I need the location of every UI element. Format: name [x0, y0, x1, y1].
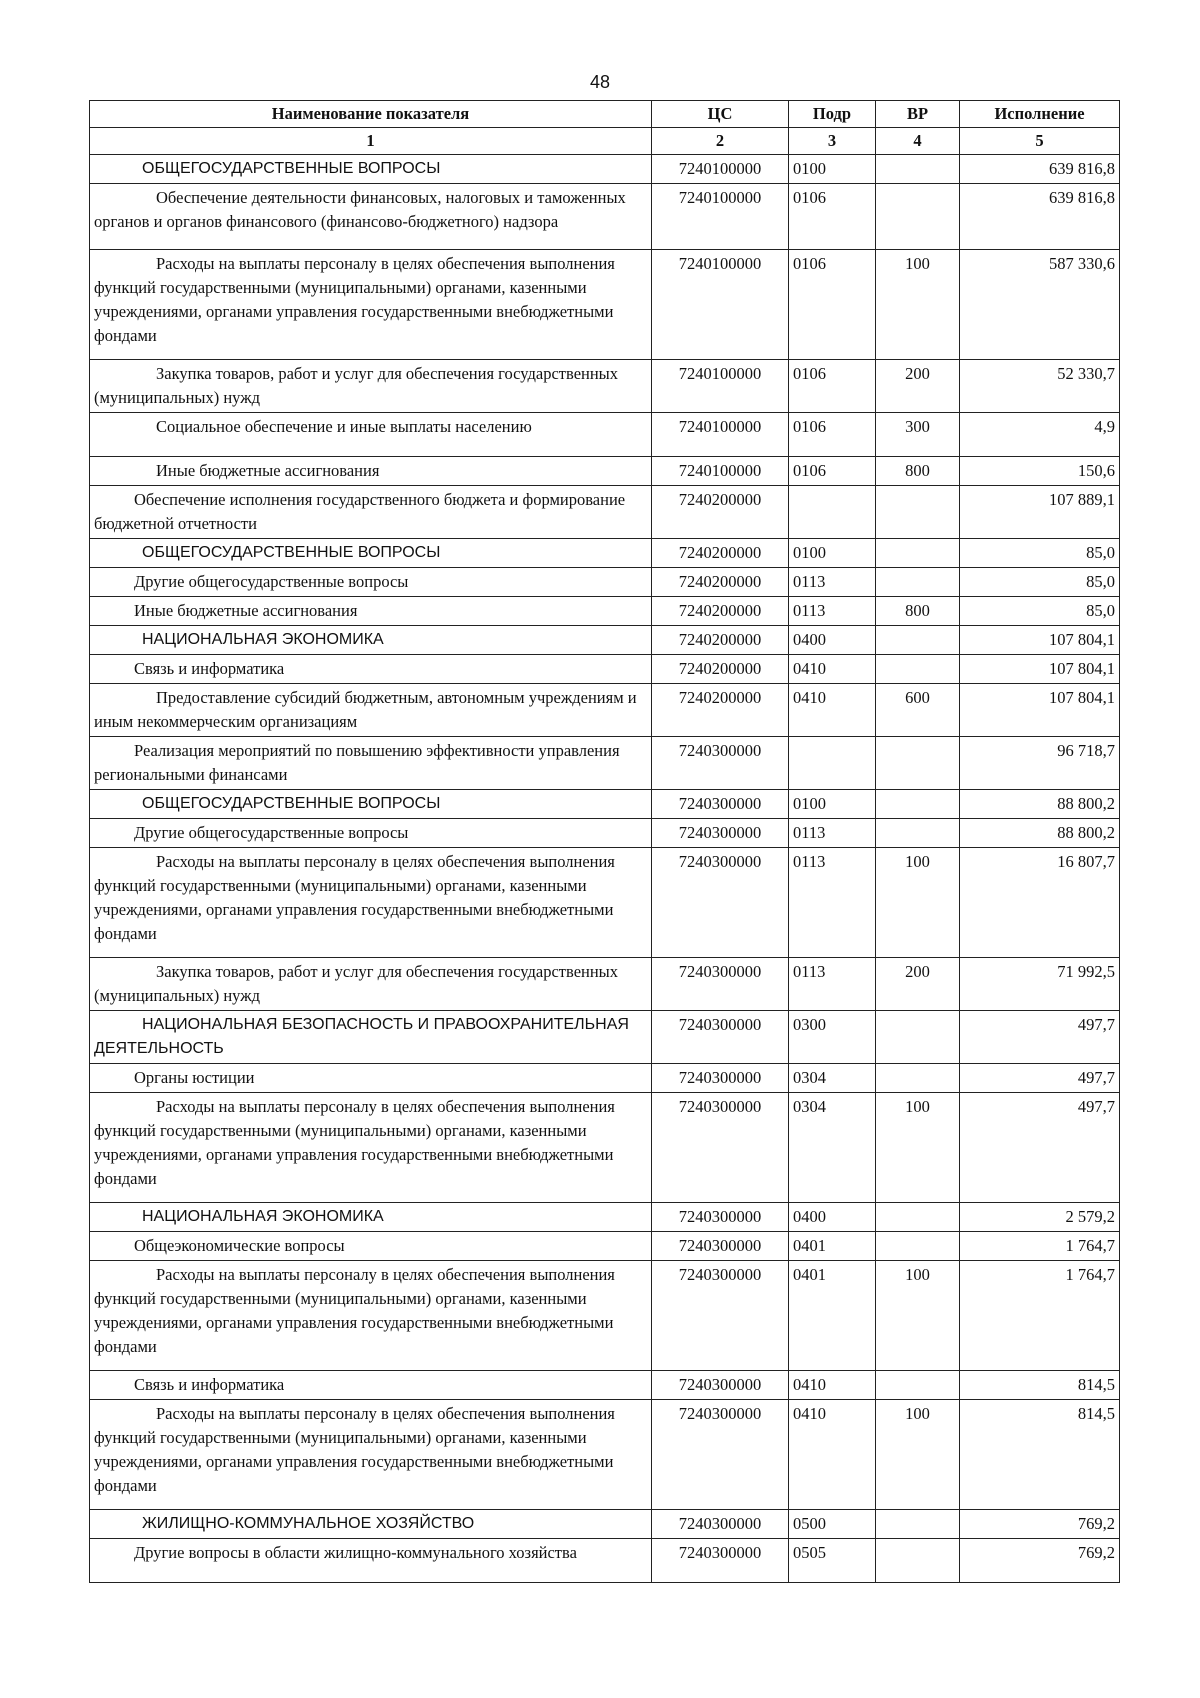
row-subsection: 0100	[789, 539, 876, 568]
table-row	[90, 250, 1120, 360]
row-subsection: 0400	[789, 1203, 876, 1232]
row-subsection: 0304	[789, 1093, 876, 1203]
row-vr	[876, 790, 960, 819]
header-subsection: Подр	[789, 101, 876, 128]
page-number: 48	[589, 72, 611, 92]
table-row	[90, 737, 1120, 790]
row-vr: 200	[876, 360, 960, 413]
row-subsection: 0410	[789, 1400, 876, 1510]
row-execution: 107 804,1	[960, 684, 1120, 737]
row-subsection	[789, 737, 876, 790]
row-cs: 7240300000	[652, 1261, 789, 1371]
row-name: ОБЩЕГОСУДАРСТВЕННЫЕ ВОПРОСЫ	[90, 155, 652, 184]
table-row	[90, 1400, 1120, 1510]
row-execution: 4,9	[960, 413, 1120, 457]
row-subsection: 0113	[789, 568, 876, 597]
row-execution: 639 816,8	[960, 184, 1120, 250]
row-vr: 600	[876, 684, 960, 737]
row-cs: 7240300000	[652, 1400, 789, 1510]
row-vr: 800	[876, 597, 960, 626]
row-name: Закупка товаров, работ и услуг для обеспечения государственных (муниципальных) нужд	[90, 958, 652, 1011]
colnum-5: 5	[960, 128, 1120, 155]
row-name: Предоставление субсидий бюджетным, автономным учреждениям и иным некоммерческим организациям	[90, 684, 652, 737]
row-subsection: 0410	[789, 1371, 876, 1400]
row-name: Расходы на выплаты персоналу в целях обеспечения выполнения функций государственными (муниципальными) органами, казенными учреждениями, органами управления государственными внебюджетными фондами	[90, 1261, 652, 1371]
row-name: НАЦИОНАЛЬНАЯ ЭКОНОМИКА	[90, 1203, 652, 1232]
row-vr	[876, 1371, 960, 1400]
row-name: Расходы на выплаты персоналу в целях обеспечения выполнения функций государственными (муниципальными) органами, казенными учреждениями, органами управления государственными внебюджетными фондами	[90, 250, 652, 360]
row-vr: 100	[876, 250, 960, 360]
row-cs: 7240100000	[652, 457, 789, 486]
row-vr	[876, 539, 960, 568]
row-cs: 7240200000	[652, 486, 789, 539]
row-execution: 814,5	[960, 1400, 1120, 1510]
row-vr	[876, 1232, 960, 1261]
table-row	[90, 684, 1120, 737]
row-execution: 639 816,8	[960, 155, 1120, 184]
table-row	[90, 655, 1120, 684]
row-cs: 7240100000	[652, 250, 789, 360]
row-subsection: 0304	[789, 1064, 876, 1093]
row-subsection: 0400	[789, 626, 876, 655]
table-row	[90, 155, 1120, 184]
row-subsection: 0401	[789, 1261, 876, 1371]
table-row	[90, 819, 1120, 848]
row-cs: 7240300000	[652, 790, 789, 819]
row-vr	[876, 737, 960, 790]
colnum-1: 1	[90, 128, 652, 155]
row-name: ОБЩЕГОСУДАРСТВЕННЫЕ ВОПРОСЫ	[90, 539, 652, 568]
row-name: Другие вопросы в области жилищно-коммунального хозяйства	[90, 1539, 652, 1583]
table-row	[90, 1093, 1120, 1203]
table-row	[90, 790, 1120, 819]
row-name: Общеэкономические вопросы	[90, 1232, 652, 1261]
row-execution: 814,5	[960, 1371, 1120, 1400]
row-name: Органы юстиции	[90, 1064, 652, 1093]
column-number-row	[90, 128, 1120, 155]
row-vr	[876, 568, 960, 597]
row-execution: 107 804,1	[960, 655, 1120, 684]
row-subsection: 0300	[789, 1011, 876, 1064]
row-subsection: 0500	[789, 1510, 876, 1539]
row-cs: 7240200000	[652, 568, 789, 597]
row-subsection: 0106	[789, 413, 876, 457]
row-execution: 587 330,6	[960, 250, 1120, 360]
row-vr	[876, 655, 960, 684]
row-execution: 85,0	[960, 539, 1120, 568]
row-subsection: 0113	[789, 958, 876, 1011]
row-execution: 16 807,7	[960, 848, 1120, 958]
row-execution: 769,2	[960, 1539, 1120, 1583]
row-cs: 7240200000	[652, 597, 789, 626]
row-subsection: 0113	[789, 597, 876, 626]
row-vr	[876, 626, 960, 655]
header-vr: ВР	[876, 101, 960, 128]
table-row	[90, 626, 1120, 655]
row-cs: 7240200000	[652, 626, 789, 655]
budget-execution-table	[89, 100, 1120, 1583]
table-row	[90, 958, 1120, 1011]
row-name: Иные бюджетные ассигнования	[90, 597, 652, 626]
table-body	[90, 155, 1120, 1583]
table-row	[90, 360, 1120, 413]
row-cs: 7240300000	[652, 1064, 789, 1093]
row-vr: 100	[876, 848, 960, 958]
row-subsection: 0106	[789, 184, 876, 250]
row-execution: 497,7	[960, 1011, 1120, 1064]
row-subsection: 0106	[789, 360, 876, 413]
table-row	[90, 457, 1120, 486]
table-row	[90, 1203, 1120, 1232]
colnum-3: 3	[789, 128, 876, 155]
row-name: Связь и информатика	[90, 1371, 652, 1400]
row-cs: 7240100000	[652, 155, 789, 184]
row-cs: 7240300000	[652, 1203, 789, 1232]
row-subsection: 0106	[789, 457, 876, 486]
row-execution: 150,6	[960, 457, 1120, 486]
row-subsection	[789, 486, 876, 539]
table-row	[90, 1510, 1120, 1539]
table-row	[90, 1011, 1120, 1064]
header-execution: Исполнение	[960, 101, 1120, 128]
row-name: Социальное обеспечение и иные выплаты населению	[90, 413, 652, 457]
row-name: НАЦИОНАЛЬНАЯ ЭКОНОМИКА	[90, 626, 652, 655]
row-name: Закупка товаров, работ и услуг для обеспечения государственных (муниципальных) нужд	[90, 360, 652, 413]
row-vr: 800	[876, 457, 960, 486]
row-subsection: 0106	[789, 250, 876, 360]
row-subsection: 0113	[789, 848, 876, 958]
row-vr	[876, 184, 960, 250]
table-row	[90, 1371, 1120, 1400]
row-execution: 52 330,7	[960, 360, 1120, 413]
row-cs: 7240300000	[652, 1539, 789, 1583]
row-subsection: 0100	[789, 790, 876, 819]
row-execution: 71 992,5	[960, 958, 1120, 1011]
row-subsection: 0113	[789, 819, 876, 848]
row-name: Расходы на выплаты персоналу в целях обеспечения выполнения функций государственными (муниципальными) органами, казенными учреждениями, органами управления государственными внебюджетными фондами	[90, 1400, 652, 1510]
table-row	[90, 539, 1120, 568]
row-vr: 200	[876, 958, 960, 1011]
colnum-4: 4	[876, 128, 960, 155]
row-execution: 88 800,2	[960, 819, 1120, 848]
header-cs: ЦС	[652, 101, 789, 128]
row-cs: 7240300000	[652, 1232, 789, 1261]
row-cs: 7240100000	[652, 184, 789, 250]
row-name: Реализация мероприятий по повышению эффективности управления региональными финансами	[90, 737, 652, 790]
row-cs: 7240300000	[652, 848, 789, 958]
row-cs: 7240300000	[652, 1093, 789, 1203]
row-vr: 100	[876, 1093, 960, 1203]
row-execution: 1 764,7	[960, 1232, 1120, 1261]
row-name: ЖИЛИЩНО-КОММУНАЛЬНОЕ ХОЗЯЙСТВО	[90, 1510, 652, 1539]
row-name: Обеспечение деятельности финансовых, налоговых и таможенных органов и органов финансового (финансово-бюджетного) надзора	[90, 184, 652, 250]
table-row	[90, 486, 1120, 539]
table-row	[90, 184, 1120, 250]
row-cs: 7240300000	[652, 819, 789, 848]
row-vr	[876, 1203, 960, 1232]
row-subsection: 0410	[789, 655, 876, 684]
row-name: Другие общегосударственные вопросы	[90, 819, 652, 848]
row-cs: 7240100000	[652, 413, 789, 457]
row-execution: 107 889,1	[960, 486, 1120, 539]
table-row	[90, 1261, 1120, 1371]
row-execution: 107 804,1	[960, 626, 1120, 655]
row-name: НАЦИОНАЛЬНАЯ БЕЗОПАСНОСТЬ И ПРАВООХРАНИТЕЛЬНАЯ ДЕЯТЕЛЬНОСТЬ	[90, 1011, 652, 1064]
row-execution: 497,7	[960, 1093, 1120, 1203]
row-vr	[876, 1510, 960, 1539]
row-name: Расходы на выплаты персоналу в целях обеспечения выполнения функций государственными (муниципальными) органами, казенными учреждениями, органами управления государственными внебюджетными фондами	[90, 848, 652, 958]
row-vr: 100	[876, 1261, 960, 1371]
row-name: ОБЩЕГОСУДАРСТВЕННЫЕ ВОПРОСЫ	[90, 790, 652, 819]
row-name: Связь и информатика	[90, 655, 652, 684]
row-execution: 769,2	[960, 1510, 1120, 1539]
table-row	[90, 413, 1120, 457]
table-row	[90, 1232, 1120, 1261]
row-subsection: 0401	[789, 1232, 876, 1261]
row-execution: 85,0	[960, 597, 1120, 626]
row-cs: 7240300000	[652, 1371, 789, 1400]
row-vr	[876, 819, 960, 848]
header-name: Наименование показателя	[90, 101, 652, 128]
table-row	[90, 1539, 1120, 1583]
table-row	[90, 848, 1120, 958]
row-subsection: 0410	[789, 684, 876, 737]
row-subsection: 0100	[789, 155, 876, 184]
row-vr: 300	[876, 413, 960, 457]
table-row	[90, 568, 1120, 597]
row-execution: 88 800,2	[960, 790, 1120, 819]
row-name: Расходы на выплаты персоналу в целях обеспечения выполнения функций государственными (муниципальными) органами, казенными учреждениями, органами управления государственными внебюджетными фондами	[90, 1093, 652, 1203]
row-execution: 85,0	[960, 568, 1120, 597]
row-vr	[876, 1064, 960, 1093]
colnum-2: 2	[652, 128, 789, 155]
row-name: Другие общегосударственные вопросы	[90, 568, 652, 597]
row-execution: 1 764,7	[960, 1261, 1120, 1371]
row-name: Иные бюджетные ассигнования	[90, 457, 652, 486]
row-execution: 2 579,2	[960, 1203, 1120, 1232]
row-execution: 96 718,7	[960, 737, 1120, 790]
row-vr: 100	[876, 1400, 960, 1510]
row-cs: 7240300000	[652, 737, 789, 790]
row-vr	[876, 155, 960, 184]
table-row	[90, 597, 1120, 626]
row-execution: 497,7	[960, 1064, 1120, 1093]
row-cs: 7240300000	[652, 1011, 789, 1064]
row-cs: 7240300000	[652, 958, 789, 1011]
row-cs: 7240200000	[652, 655, 789, 684]
row-cs: 7240300000	[652, 1510, 789, 1539]
row-vr	[876, 1539, 960, 1583]
row-vr	[876, 486, 960, 539]
row-cs: 7240200000	[652, 684, 789, 737]
row-cs: 7240200000	[652, 539, 789, 568]
row-subsection: 0505	[789, 1539, 876, 1583]
row-name: Обеспечение исполнения государственного бюджета и формирование бюджетной отчетности	[90, 486, 652, 539]
header-row	[90, 101, 1120, 128]
table-row	[90, 1064, 1120, 1093]
row-vr	[876, 1011, 960, 1064]
row-cs: 7240100000	[652, 360, 789, 413]
